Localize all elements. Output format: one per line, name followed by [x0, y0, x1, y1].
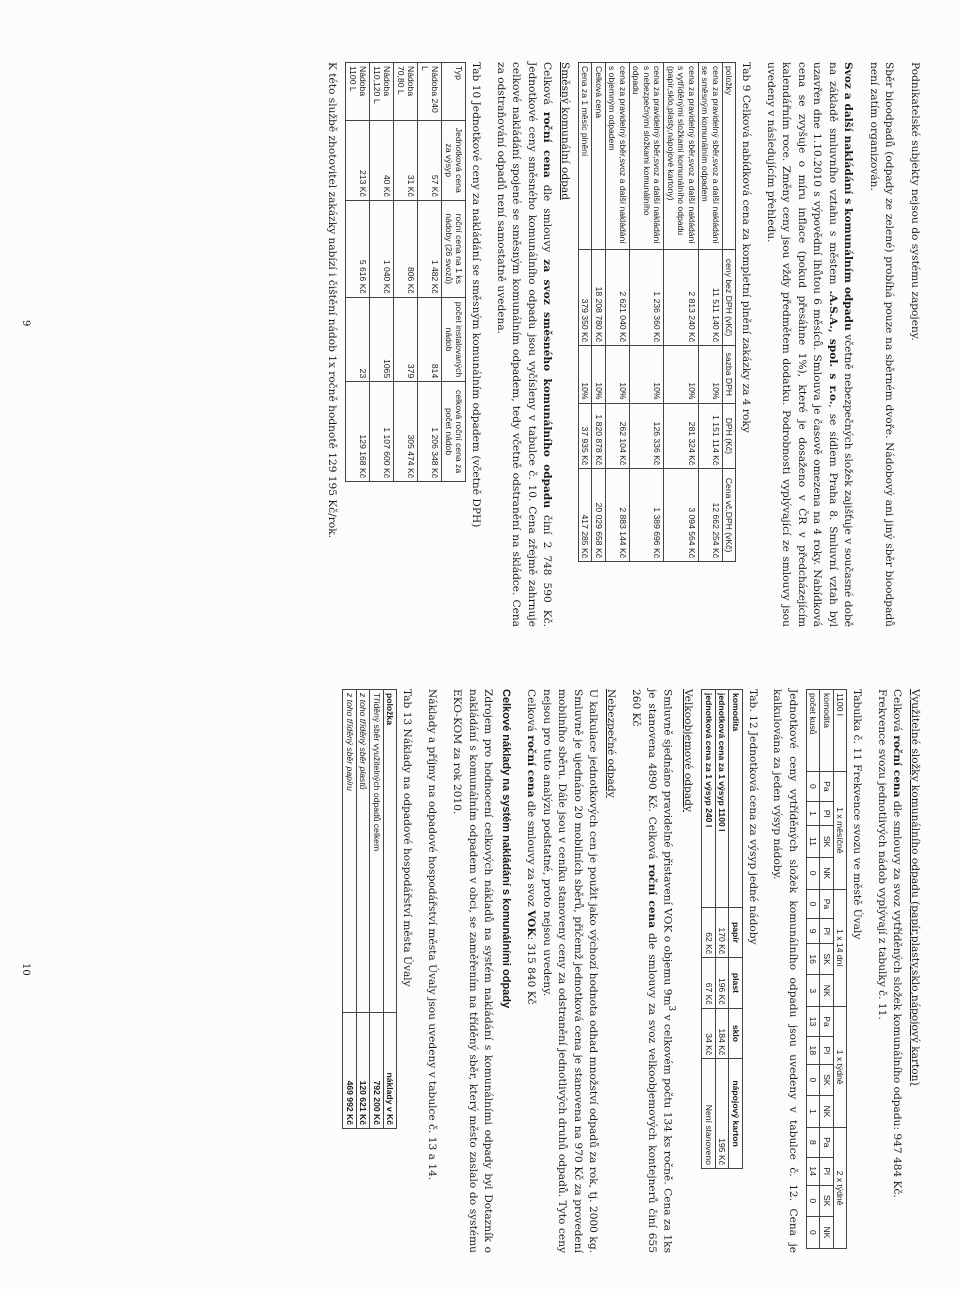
cell: počet kusů — [807, 690, 821, 772]
group-header: 1 x týdně — [834, 1007, 848, 1128]
section-heading: Směsný komunální odpad — [559, 62, 571, 200]
bold-text: VOK — [525, 910, 538, 937]
cell: Celková cena — [592, 63, 606, 250]
table-row — [343, 690, 357, 1129]
table-caption: Tab. 12 Jednotková cena za výsyp jedné nádoby — [747, 689, 759, 945]
cell: Pa — [820, 1007, 834, 1037]
cell: 2 813 240 Kč — [664, 250, 699, 346]
bold-text: roční cena — [541, 111, 554, 178]
table-header-row — [723, 63, 737, 562]
table-header-row — [383, 690, 397, 1129]
cell: 1 151 114 Kč — [699, 403, 723, 469]
text: v celkovém počtu 134 ks ročně. Cena za 1ks je stanovena 4890 Kč. Celková — [645, 689, 674, 1254]
company-name: .A.S.A., spol. s r.o. — [827, 290, 839, 405]
cell: 379 — [394, 297, 418, 382]
cell: z toho tříděný sběr papíru — [343, 690, 357, 1013]
text: činí 2 748 590 Kč. Jednotkové ceny směsného komunálního odpadu jsou vyčísleny v tabulce č. 10. Cena zřejmě zahrnuje celkové nakládání spojené se směsným komunálním odpadem, tedy včetně odstranění na skládce. Cena za odstraňování odpadů není samostatně uvedena. — [495, 62, 554, 627]
cell: 1 040 Kč — [370, 200, 394, 297]
table-10 — [346, 62, 467, 482]
text: Celková — [541, 62, 554, 112]
text: Celková — [891, 689, 904, 736]
cell: cena za pravidelný sběr,svoz a další nakládání s vytříděnými složkami komunálního odpadu (papír,sklo,plasty,nápojové kartony) — [664, 63, 699, 250]
cell: 1 820 878 Kč — [592, 403, 606, 469]
table-row — [346, 63, 370, 482]
cell: 213 Kč — [346, 120, 370, 200]
col-header: Cena vč.DPH (vKč) — [723, 469, 737, 562]
cell: 170 Kč — [716, 907, 730, 958]
table-row — [664, 63, 699, 562]
paragraph: Frekvence svozu jednotlivých nádob vyplývají z tabulky č. 11. — [876, 689, 888, 1020]
col-header: papír — [729, 907, 743, 958]
page-number: 10 — [20, 963, 31, 976]
table-header-row — [834, 690, 848, 1249]
table-row — [716, 690, 730, 1169]
cell: 20 029 658 Kč — [592, 469, 606, 562]
table-row — [579, 63, 593, 562]
col-header: komodita — [729, 690, 743, 908]
cell: 1100 l — [834, 690, 848, 772]
cell: Pa — [820, 889, 834, 919]
cell: 196 Kč — [716, 958, 730, 1009]
table-row — [630, 63, 665, 562]
table-row — [820, 690, 834, 1249]
text: dle smlouvy za svoz — [525, 797, 538, 911]
cell: Pa — [820, 772, 834, 802]
cell: 8 — [807, 1128, 821, 1158]
cell: 23 — [346, 297, 370, 382]
text: Smluvně sjednáno pravidelné přistavení VOK o objemu 9m — [661, 689, 674, 1006]
col-header: počet instalovaných nádob — [442, 297, 466, 382]
col-header: položka — [383, 690, 397, 1013]
text: dle smlouvy — [541, 177, 554, 260]
col-header: Typ — [442, 63, 466, 121]
cell: 120 621 Kč — [356, 1012, 370, 1128]
cell: 1065 — [370, 297, 394, 382]
cell: 814 — [418, 297, 442, 382]
col-header: ceny bez DPH (vKč) — [723, 250, 737, 346]
cell: Tříděný sběr využitelných odpadů celkem — [370, 690, 384, 1013]
paragraph — [628, 689, 678, 1253]
cell: 806 Kč — [394, 200, 418, 297]
cell: 9 — [807, 919, 821, 944]
cell: 37 935 Kč — [579, 403, 593, 469]
cell: 1 107 600 Kč — [370, 382, 394, 482]
text: dle smlouvy za svoz vytříděných složek komunálního odpadu: 947 484 Kč. — [891, 797, 904, 1198]
paragraph: Podnikatelské subjekty nejsou do systému zapojeny. — [909, 62, 921, 341]
cell: 5 616 Kč — [346, 200, 370, 297]
table-row — [356, 690, 370, 1129]
paragraph — [493, 62, 555, 627]
cell: 1 482 Kč — [418, 200, 442, 297]
page-number: 9 — [20, 320, 31, 327]
table-row — [807, 690, 821, 1249]
cell: 57 Kč — [418, 120, 442, 200]
table-caption: Tab 13 Náklady na odpadové hospodářství města Úvaly — [401, 689, 414, 987]
cell: 1 — [807, 801, 821, 826]
cell: 129 168 Kč — [346, 382, 370, 482]
cell: jednotková cena za 1 výsyp 240 l — [702, 690, 716, 908]
paragraph: Zdrojem pro hodnocení celkových nákladů na systém nakládání s komunálními odpady byl Dotazník o nakládání s komunálním odpadem v obci, se zaměřením na tříděný sběr, který město zaslalo do systému EKO-KOM za rok 2010. — [451, 689, 495, 1253]
table-row — [592, 63, 606, 562]
table-row — [699, 63, 723, 562]
cell: cena za pravidelný sběr,svoz a další nakládání s objemným odpadem — [606, 63, 630, 250]
cell: 305 474 Kč — [394, 382, 418, 482]
cell: 10% — [699, 346, 723, 403]
paragraph: Jednotkové ceny vytříděných složek komunálního odpadu jsou uvedeny v tabulce č. 12. Cena je kalkulována za jeden výsyp nádoby. — [771, 689, 799, 1253]
cell: 3 094 564 Kč — [664, 469, 699, 562]
cell: 2 621 040 Kč — [606, 250, 630, 346]
table-row — [394, 63, 418, 482]
cell: jednotková cena za 1 výsyp 1100 l — [716, 690, 730, 908]
cell: 62 Kč — [702, 907, 716, 958]
cell: SK — [820, 1185, 834, 1216]
col-header: celková roční cena za počet nádob — [442, 382, 466, 482]
cell: 1 206 348 Kč — [418, 382, 442, 482]
paragraph — [889, 689, 905, 1253]
cell: 14 — [807, 1157, 821, 1185]
col-header: sazba DPH — [723, 346, 737, 403]
cell: Nádoba 70,80 L — [394, 63, 418, 121]
cell: 0 — [807, 857, 821, 889]
cell: SK — [820, 1064, 834, 1095]
col-header: nápojový karton — [729, 1059, 743, 1169]
cell: Cena za 1 měsíc plnění — [579, 63, 593, 250]
cell: 10% — [630, 346, 665, 403]
table-9 — [578, 62, 737, 562]
table-13 — [342, 689, 397, 1129]
cell: Pl — [820, 919, 834, 944]
cell: 469 992 Kč — [343, 1012, 357, 1128]
cell: 10% — [579, 346, 593, 403]
section-heading: Využitelné složky komunálního odpadu (papír,plasty,sklo,nápojový karton) — [909, 689, 921, 1086]
cell: 16 — [807, 944, 821, 975]
text: Celková — [525, 689, 538, 736]
cell: 1 236 360 Kč — [630, 250, 665, 346]
cell: 0 — [807, 889, 821, 919]
text: : 315 840 Kč — [525, 936, 538, 1005]
cell: 10% — [592, 346, 606, 403]
cell: 2 883 144 Kč — [606, 469, 630, 562]
cell: komodita — [820, 690, 834, 772]
cell: 3 — [807, 975, 821, 1007]
cell: 34 Kč — [702, 1008, 716, 1059]
cell: cena za pravidelný sběr,svoz a další nakládání s nebezpečnými složkami komunálního odpadu — [630, 63, 665, 250]
paragraph: U kalkulace jednotkových cen je použit jako výchozí hodnota odhad množství odpadů za rok, tj. 2000 kg. Smluvně je ujednáno 20 mobilních sběrů, přičemž jednotková cena je stanovena na 970 Kč za provedení mobilního sběru. Dále jsou v ceníku stanoveny ceny za odstranění jednotlivých druhů odpadů. Tyto ceny nejsou pro tuto analýzu podstatné, proto nejsou uvedeny. — [540, 689, 600, 1253]
cell: NK — [820, 857, 834, 889]
table-row — [418, 63, 442, 482]
group-header: 1 x měsíčně — [834, 772, 848, 890]
bold-text: roční cena — [525, 735, 538, 798]
col-header: položky — [723, 63, 737, 250]
cell: 10% — [664, 346, 699, 403]
page-9-content — [314, 62, 922, 627]
col-header: roční cena na 1 ks nádoby (26 svozů) — [442, 200, 466, 297]
table-caption: Tabulka č. 11 Frekvence svozu ve městě Úvaly — [851, 689, 864, 940]
text: , se sídlem Praha 8. Smluvní vztah byl uzavřen dne 1.10.2010 s výpovědní lhůtou 6 měsíců. Smlouva je časově omezena na 4 roky. Nabídková cena se zvyšuje o míru inflace (pokud přesáhne 1%), které je dosaženo v ČR v předcházejícím kalendářním roce. Změny ceny jsou vždy předmětem dodatku. Podrobnosti vyplývající ze smlouvy jsou uvedeny v následujícím přehledu. — [765, 62, 839, 627]
table-caption: Tab 9 Celková nabídková cena za kompletní plnění zakázky za 4 roky — [740, 62, 753, 433]
cell: 0 — [807, 1216, 821, 1248]
cell: NK — [820, 975, 834, 1007]
cell: 126 336 Kč — [630, 403, 665, 469]
cell: 10% — [606, 346, 630, 403]
cell: 1 389 696 Kč — [630, 469, 665, 562]
col-header: plast — [729, 958, 743, 1009]
cell: 18 — [807, 1036, 821, 1064]
cell: 792 200 Kč — [370, 1012, 384, 1128]
section-heading: Celkové náklady na systém nakládání s komunálními odpady — [499, 689, 512, 1009]
bold-text: za svoz směsného komunálního odpadu — [541, 259, 554, 509]
cell: 11 — [807, 826, 821, 857]
cell: NK — [820, 1216, 834, 1248]
cell: z toho tříděný sběr plastů — [356, 690, 370, 1013]
table-row — [702, 690, 716, 1169]
cell: Pl — [820, 1036, 834, 1064]
paragraph: K této službě zhotovitel zakázky nabízí i čištění nádob 1x ročně hodnotě 129 195 Kč/rok. — [326, 62, 339, 539]
table-row — [370, 63, 394, 482]
cell: 281 324 Kč — [664, 403, 699, 469]
table-header-row — [729, 690, 743, 1169]
cell: 0 — [807, 1185, 821, 1216]
table-12 — [702, 689, 744, 1169]
cell: 67 Kč — [702, 958, 716, 1009]
cell: 40 Kč — [370, 120, 394, 200]
bold-text: roční cena — [645, 864, 658, 929]
bold-text: roční cena — [891, 735, 904, 798]
paragraph — [523, 689, 539, 1253]
col-header: náklady v Kč — [383, 1012, 397, 1128]
cell: cena za pravidelný sběr,svoz a další nakládání se směsným komunálním odpadem — [699, 63, 723, 250]
superscript: 3 — [666, 1005, 676, 1012]
cell: 195 Kč — [716, 1059, 730, 1169]
group-header: 2 x týdně — [834, 1128, 848, 1249]
cell: 18 208 780 Kč — [592, 250, 606, 346]
cell: Není stanoveno — [702, 1059, 716, 1169]
paragraph: Sběr bioodpadů (odpady ze zelené) probíhá pouze na sběrném dvoře. Nádobový ani jiný sběr bioodpadů není zatím organizován. — [868, 62, 896, 627]
cell: Pa — [820, 1128, 834, 1158]
table-caption: Tab 10 Jednotkové ceny za nakládání se směsným komunálním odpadem (včetně DPH) — [470, 62, 483, 528]
col-header: DPH (Kč) — [723, 403, 737, 469]
cell: Nádoba 240 L — [418, 63, 442, 121]
cell: 379 350 Kč — [579, 250, 593, 346]
page-10 — [0, 645, 960, 1289]
cell: 11 511 140 Kč — [699, 250, 723, 346]
bold-text: Svoz a další nakládání s komunálním odpadu — [842, 62, 855, 331]
cell: 1 — [807, 1096, 821, 1128]
cell: Pl — [820, 1157, 834, 1185]
text: dle smlouvy za svoz velkoobjemových kontejnerů činí 655 260 Kč — [630, 689, 658, 1253]
table-11 — [806, 689, 848, 1249]
paragraph — [763, 62, 856, 627]
cell: 31 Kč — [394, 120, 418, 200]
cell: SK — [820, 826, 834, 857]
table-row — [606, 63, 630, 562]
paragraph: Náklady a příjmy na odpadové hospodářství města Úvaly jsou uvedeny v tabulce č. 13 a 14. — [425, 689, 438, 1181]
cell: 262 104 Kč — [606, 403, 630, 469]
cell: 417 285 Kč — [579, 469, 593, 562]
cell: 184 Kč — [716, 1008, 730, 1059]
cell: Nádoba 110,120 L — [370, 63, 394, 121]
cell: Nádoba 1100 L — [346, 63, 370, 121]
cell: Pl — [820, 801, 834, 826]
text: včetně nebezpečných složek zajišťuje v současné době na základě smluvního vztahu s městem — [827, 62, 855, 627]
table-header-row — [442, 63, 466, 482]
col-header: sklo — [729, 1008, 743, 1059]
table-row — [370, 690, 384, 1129]
cell: 0 — [807, 772, 821, 802]
cell: 12 662 254 Kč — [699, 469, 723, 562]
cell: 0 — [807, 1064, 821, 1095]
section-heading: Velkoobjemové odpady — [682, 689, 695, 812]
section-heading: Nebezpečné odpady — [604, 689, 617, 798]
page-10-content — [342, 689, 922, 1253]
group-header: 1 x 14 dní — [834, 889, 848, 1007]
cell: NK — [820, 1096, 834, 1128]
col-header: Jednotková cena za výsyp — [442, 120, 466, 200]
cell: SK — [820, 944, 834, 975]
cell: 13 — [807, 1007, 821, 1037]
